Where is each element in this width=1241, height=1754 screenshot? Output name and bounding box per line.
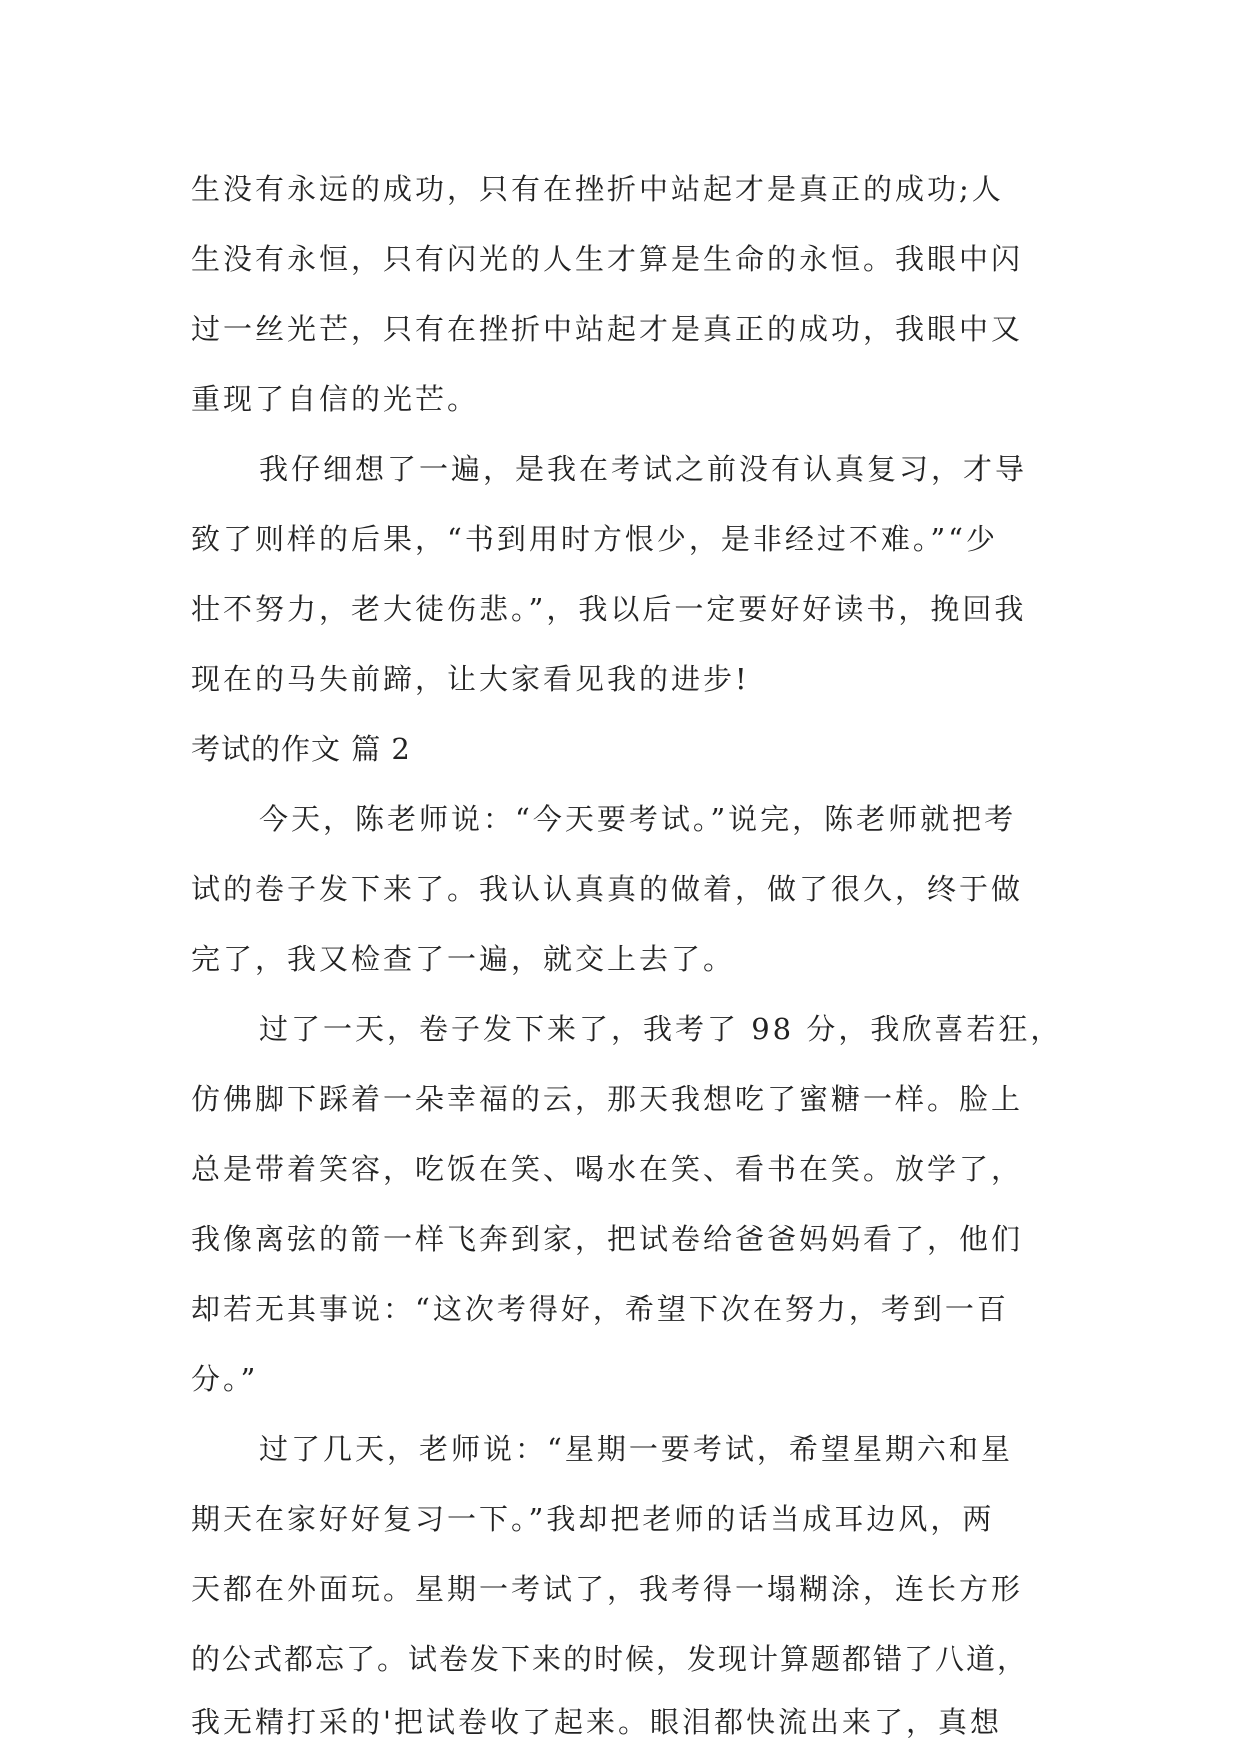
text-line: 生没有永恒，只有闪光的人生才算是生命的永恒。我眼中闪	[191, 242, 1024, 276]
text-line: 分。”	[191, 1362, 259, 1396]
text-line: 期天在家好好复习一下。”我却把老师的话当成耳边风，两	[191, 1502, 995, 1536]
text-line: 重现了自信的光芒。	[191, 382, 480, 416]
text-line: 的公式都忘了。试卷发下来的时候，发现计算题都错了八道，	[191, 1642, 1029, 1676]
text-line: 过一丝光芒，只有在挫折中站起才是真正的成功，我眼中又	[191, 312, 1024, 346]
text-line: 生没有永远的成功，只有在挫折中站起才是真正的成功;人	[191, 172, 1004, 206]
text-line: 壮不努力，老大徒伤悲。”，我以后一定要好好读书，挽回我	[191, 592, 1027, 626]
section-heading: 考试的作文 篇 2	[191, 732, 411, 766]
text-line: 试的卷子发下来了。我认认真真的做着，做了很久，终于做	[191, 872, 1024, 906]
paragraph-first-line: 今天，陈老师说：“今天要考试。”说完，陈老师就把考	[259, 802, 1017, 836]
text-line: 我像离弦的箭一样飞奔到家，把试卷给爸爸妈妈看了，他们	[191, 1222, 1024, 1256]
text-line: 我无精打采的'把试卷收了起来。眼泪都快流出来了，真想	[191, 1705, 1002, 1739]
paragraph-first-line: 过了一天，卷子发下来了，我考了 98 分，我欣喜若狂，	[259, 1012, 1063, 1046]
text-line: 现在的马失前蹄，让大家看见我的进步!	[191, 662, 750, 696]
text-line: 却若无其事说：“这次考得好，希望下次在努力，考到一百	[191, 1292, 1009, 1326]
text-line: 天都在外面玩。星期一考试了，我考得一塌糊涂，连长方形	[191, 1572, 1024, 1606]
text-line: 仿佛脚下踩着一朵幸福的云，那天我想吃了蜜糖一样。脸上	[191, 1082, 1024, 1116]
paragraph-first-line: 我仔细想了一遍，是我在考试之前没有认真复习，才导	[259, 452, 1028, 486]
paragraph-first-line: 过了几天，老师说：“星期一要考试，希望星期六和星	[259, 1432, 1013, 1466]
text-line: 致了则样的后果，“书到用时方恨少，是非经过不难。”“少	[191, 522, 998, 556]
text-line: 完了，我又检查了一遍，就交上去了。	[191, 942, 736, 976]
text-line: 总是带着笑容，吃饭在笑、喝水在笑、看书在笑。放学了，	[191, 1152, 1024, 1186]
